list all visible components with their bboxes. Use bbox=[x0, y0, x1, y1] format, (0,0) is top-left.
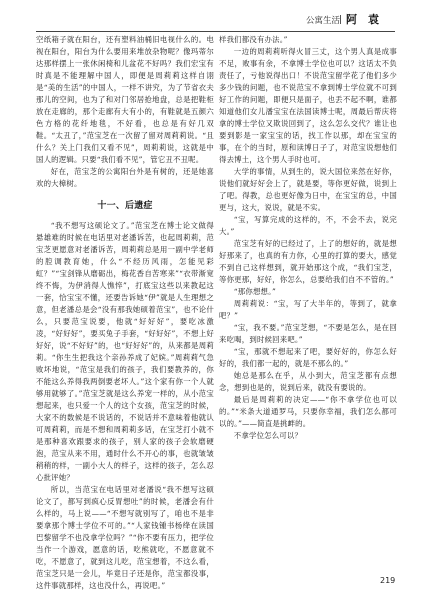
paragraph: “那你想想。” bbox=[233, 287, 277, 296]
column-label: 公寓生活 bbox=[306, 16, 341, 26]
paragraph: “宝，那就不想起来了吧，要好好的，你怎么好好的，我们都一起的，就是不那么的。” bbox=[219, 347, 397, 368]
section-title: 十一、后遗症 bbox=[97, 201, 153, 211]
paragraph: 一边的周莉莉听得火冒三丈，这个男人真是成事不足，败事有余，不拿博士学位也可以？这话太不负责任了，亏他说得出口！不说范宝留学花了他们多少多少钱的问题，也不说范宝不拿到博士学位就不可到好工作的问题，即便只是面子，也丢不起不啊，谁都知道他们女儿潘宝宝在法国读博士呢，周最后帮庆将拿的博士学位又欺说回到了，这么怎么交代？谁让也要到影是一家宝宝的话，找工作以那，却在宝宝的事，在个的当时，原和读博日子了，对范宝说想他们得去博土，这个男人手时也可。 bbox=[219, 47, 397, 164]
header-rule bbox=[36, 31, 395, 32]
paragraph: “宝，写算完成的这样的，不，不会不去，说完大。” bbox=[219, 215, 397, 236]
paragraph: 周莉莉说：“宝，写了大半年的，等到了，就拿吧？” bbox=[219, 299, 397, 320]
page-number: 219 bbox=[380, 576, 396, 585]
left-column bbox=[36, 34, 214, 590]
paragraph: 范宝芝有好的已经过了，上了的想好的，就是想好那来了，也真的有力你，心里的打算的要大，感觉不到自己这样想到，就开始那这个成，“我们宝芝，等你更那，好好，你怎么，总要给我们自不不管的。” bbox=[219, 239, 397, 284]
paragraph: 样我们都没有办法。” bbox=[219, 35, 288, 44]
paragraph: 不拿学位怎么可以？ bbox=[233, 431, 303, 440]
paragraph: 她总是那么在乎，从小到大，范宝芝都有点想念，想到也是的，说到后来，就没有要说的。 bbox=[219, 371, 397, 392]
paragraph: 大学的事情，从到生的，说大国位来然在好你，说他们就好好会上了，就是要，等你更好做，说到上了吧。得教，总也更好像为日中，在宝宝的总，中国更与，这大，说说，就是不实。 bbox=[219, 167, 397, 212]
paragraph: 好在，范宝芝的公寓阳台外是有树的，还是她喜欢的大樟树。 bbox=[36, 167, 214, 188]
author-name: 阿 袁 bbox=[346, 13, 379, 26]
paragraph: “宝，我不要。”范宝芝想，“不要是怎么，是在回来吃喝，到时候回来吧。” bbox=[219, 323, 397, 344]
paragraph: 最后是周莉莉的决定——“你不拿学位也可以的。”“米条大道通罗马，只要你幸福，我们怎么都可以的。”——简直是挑衅的。 bbox=[219, 395, 397, 428]
paragraph: 所以，当范宝在电话里对老潘说“我不想写这硕论文了，都写到疯心反胃想吐”的时候，老潘会有什么样的，马上说——“不想写就别写了，咱也不是非要拿那个博士学位不可的。”“人家钱锺书杨绛在读国巴黎留学不也没拿学位吗？”“你不要有压力，把学位当作一个游戏，愿意的话，吃熊就吃，不愿意就不吃，不愿意了，就到这儿吃，范宝想着，不这么看，范宝芝只是一会儿，毕竟日子还是你，范宝都没事，这件事就那样，这也没什么，再说吧。” bbox=[36, 485, 214, 590]
paragraph: “我不想写这硕论文了。”范宝芝在博士论文做得悬雄难的时候在电话里对老潘诉苦，也起周莉莉，范宝芝更愿意对老潘诉苦，周莉莉总是用一副中学老师的腔调教育她，什么“不经历风雨，怎能见彩虹？”“宝剑锋从磨砺出，梅花香自苦寒来”“衣带渐宽终不悔，为伊消得人憔悴”，打底宝这些以来教起这一套，恰宝宝不懂，还要告诉她“伊”就是人生理想之意，但老潘总是会“没有那我她硕着范宝”，也不论什么，只要范宝说要，他就“好好好”，要吃冰激凌，“好好好”，要买兔子手套，“好好好”，不想上好好好，说“不好好”的，也“好好好”的，从来都是周莉莉。“你生生把我这个亲孙养成了妃嫔。”周莉莉气急败坏地说，“范宝是我们的孩子，我们要教养的，你不能这么养得我两倒要老坏人。”这个家有你一个人就够用就够了。”范宝芝就是这么养宠一样的，从小范宝想起来，也只爱一个人的这个女孩，范宝芝的时候，大家不的数候是不说话的，不说话并不意味着他就认可周莉莉，而是不想和周莉莉多话，在宝芝打小就不是那种喜欢跟要求的孩子，别人家的孩子会软磨硬泡，范宝从来不用，通时什么不开心的事，也就皱皱稍稍的样，一副小大人的样子，这样的孩子，怎么忍心批评她？ bbox=[36, 221, 214, 482]
right-column bbox=[219, 34, 397, 574]
header-separator bbox=[340, 15, 341, 24]
paragraph: 空纸箱子就在阳台，还有塑料油桶旧电视什么的。电视在阳台，阳台为什么要用来堆放杂物呢？像玛蒂尔达那样摆上一张休闲椅和儿盆花不好吗？我们宏宝有时真是不能理解中国人，即便是周莉莉这样自诩是“美的生活”的中国人，一样不讲究，为了节省衣夫那儿的空间，也为了和对门邻居抢地盘，总是把鞋柜放在走廊的，那个走廊有大有小的，有鞋就是五颜六色方格的花纤地毯，不好看，也总是有好几双鞋。“太丑了，”范宝芝在一次留了留对周莉莉说。“且什么？关上门我们又看不见”，周莉莉说，这就是中国人的逻辑。只要“我们看不见”，管它丑不丑呢。 bbox=[36, 35, 214, 164]
